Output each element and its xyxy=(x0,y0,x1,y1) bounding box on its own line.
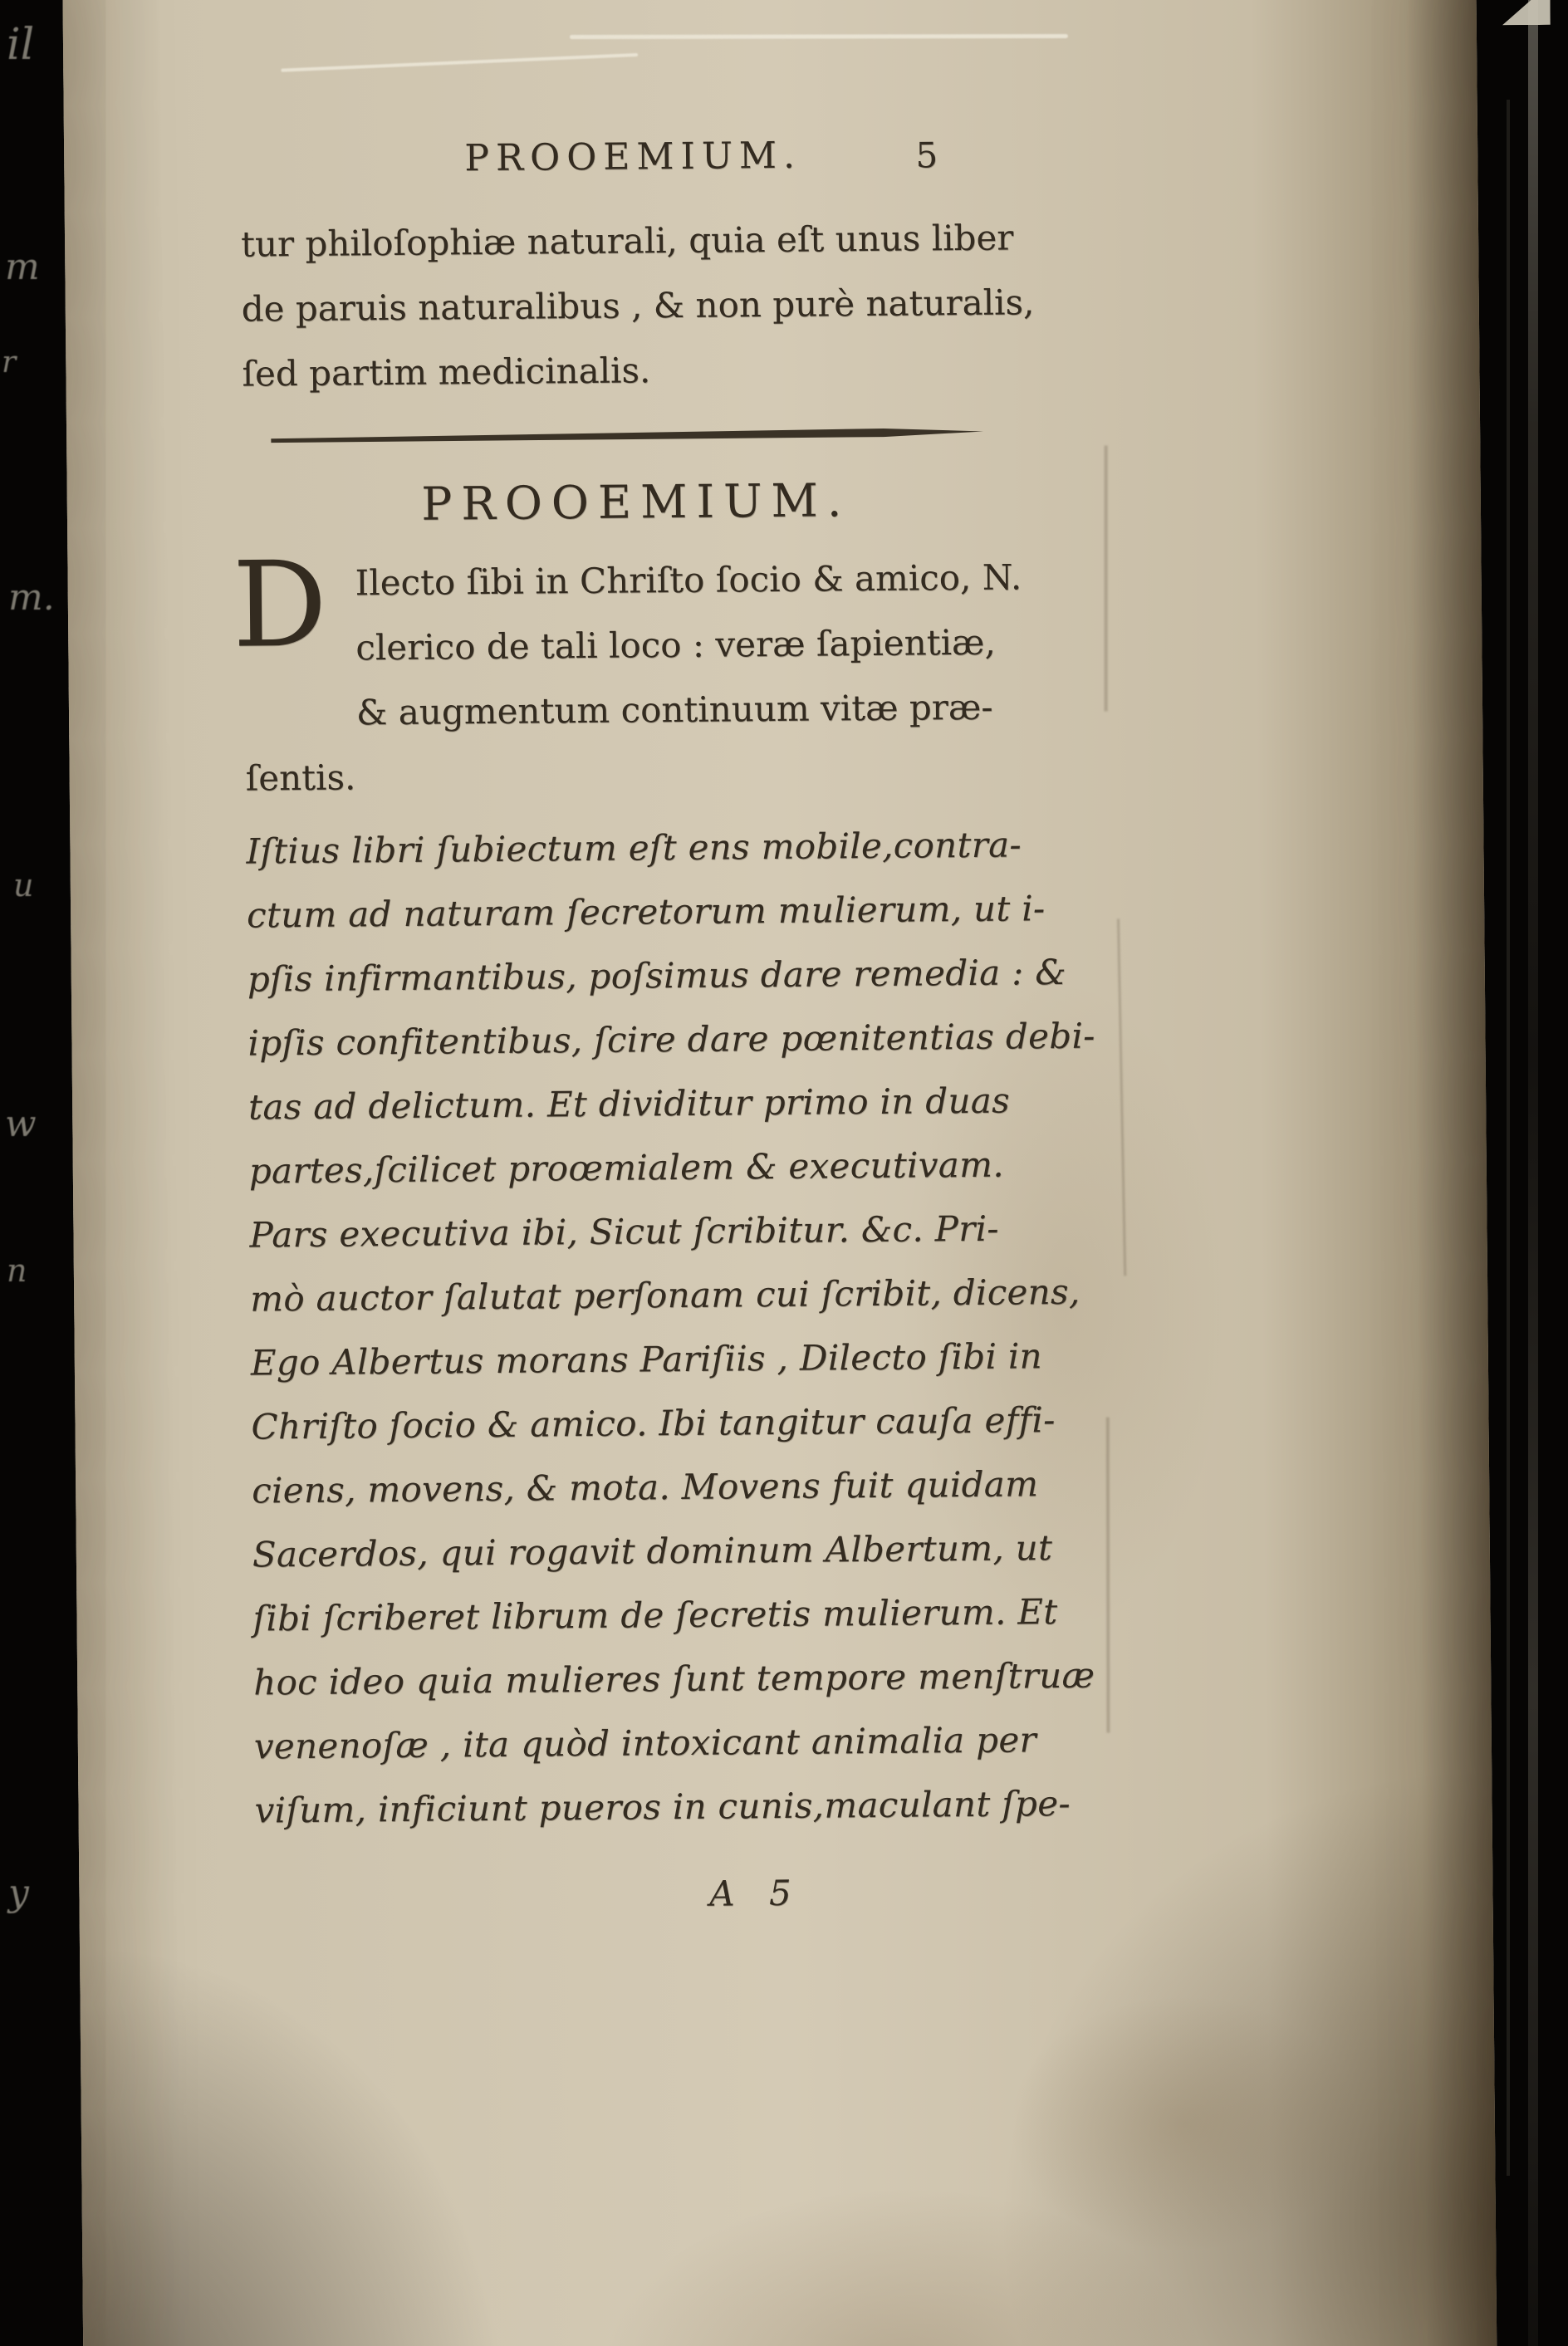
page-number: 5 xyxy=(915,135,938,176)
marginalia xyxy=(0,0,71,2346)
section-divider xyxy=(271,427,983,445)
text-line: Iſtius libri ſubiectum eſt ens mobile,contra- xyxy=(246,824,1022,872)
text-line: Ego Albertus morans Pariſiis , Dilecto ſibi in xyxy=(250,1335,1043,1384)
running-header-title: PROOEMIUM. xyxy=(464,134,802,180)
text-line: Pars executiva ibi, Sicut ſcribitur. &c. Pri- xyxy=(249,1207,1000,1256)
marginalia-mark: y xyxy=(8,1872,29,1914)
section-heading: PROOEMIUM. xyxy=(421,473,851,531)
text-line: venenoſæ , ita quòd intoxicant animalia per xyxy=(253,1719,1037,1767)
marginalia-mark: r xyxy=(2,345,17,380)
ink-showthrough-streak xyxy=(1106,1418,1110,1733)
text-line: ſed partim medicinalis. xyxy=(242,350,651,394)
text-line: Sacerdos, qui rogavit dominum Albertum, ut xyxy=(252,1527,1053,1575)
marginalia-mark: w xyxy=(5,1103,37,1145)
text-line: hoc ideo quia mulieres ſunt tempore menſtruæ xyxy=(253,1654,1095,1703)
text-line: ctum ad naturam ſecretorum mulierum, ut i- xyxy=(246,888,1046,936)
marginalia-mark: il xyxy=(7,20,35,70)
dedication-paragraph xyxy=(232,536,1031,811)
text-line: Chriſto ſocio & amico. Ibi tangitur cauſa effi- xyxy=(251,1399,1056,1447)
text-line: ſibi ſcriberet librum de ſecretis mulierum. Et xyxy=(252,1591,1058,1639)
text-line: mò auctor ſalutat perſonam cui ſcribit, dicens, xyxy=(249,1271,1080,1320)
book-fore-edge-inner xyxy=(1507,100,1510,2176)
marginalia-mark: m xyxy=(5,246,40,288)
running-header xyxy=(240,132,1027,197)
text-line: clerico de tali loco : veræ ſapientiæ, xyxy=(355,621,997,669)
intro-paragraph xyxy=(240,205,1035,406)
dedication-indented-lines xyxy=(355,545,1031,745)
page-corner-glint xyxy=(1502,0,1550,25)
marginalia-mark: m. xyxy=(8,576,55,619)
text-line: viſum, inficiunt pueros in cunis,maculant ſpe- xyxy=(254,1782,1071,1831)
proem-body xyxy=(246,812,1095,1842)
ink-showthrough-streak xyxy=(1105,446,1108,712)
marginalia-mark: u xyxy=(13,867,34,904)
text-line: tas ad delictum. Et dividitur primo in duas xyxy=(247,1080,1011,1128)
signature-mark: A 5 xyxy=(709,1872,803,1914)
text-line: partes,ſcilicet proœmialem & executivam. xyxy=(248,1144,1005,1192)
book-fore-edge xyxy=(1528,0,1538,2346)
drop-cap: D xyxy=(232,536,328,674)
book-page xyxy=(62,0,1497,2346)
text-block xyxy=(232,132,1095,1917)
ink-showthrough-streak xyxy=(1117,918,1126,1276)
text-line: de paruis naturalibus , & non purè naturalis, xyxy=(241,282,1035,330)
text-line: ciens, movens, & mota. Movens fuit quidam xyxy=(251,1463,1039,1511)
scratch-artifact xyxy=(570,34,1068,39)
text-line: ipſis confitentibus, ſcire dare pœnitentias debi- xyxy=(247,1015,1095,1064)
text-line: pſis infirmantibus, poſsimus dare remedia : & xyxy=(247,951,1067,1000)
text-line: tur philoſophiæ naturali, quia eſt unus liber xyxy=(240,217,1014,265)
text-line: ſentis. xyxy=(245,757,356,799)
text-line: Ilecto ſibi in Chriſto ſocio & amico, N. xyxy=(355,556,1022,604)
scratch-artifact xyxy=(281,53,638,72)
marginalia-mark: n xyxy=(7,1252,27,1289)
text-line: & augmentum continuum vitæ præ- xyxy=(355,686,993,733)
